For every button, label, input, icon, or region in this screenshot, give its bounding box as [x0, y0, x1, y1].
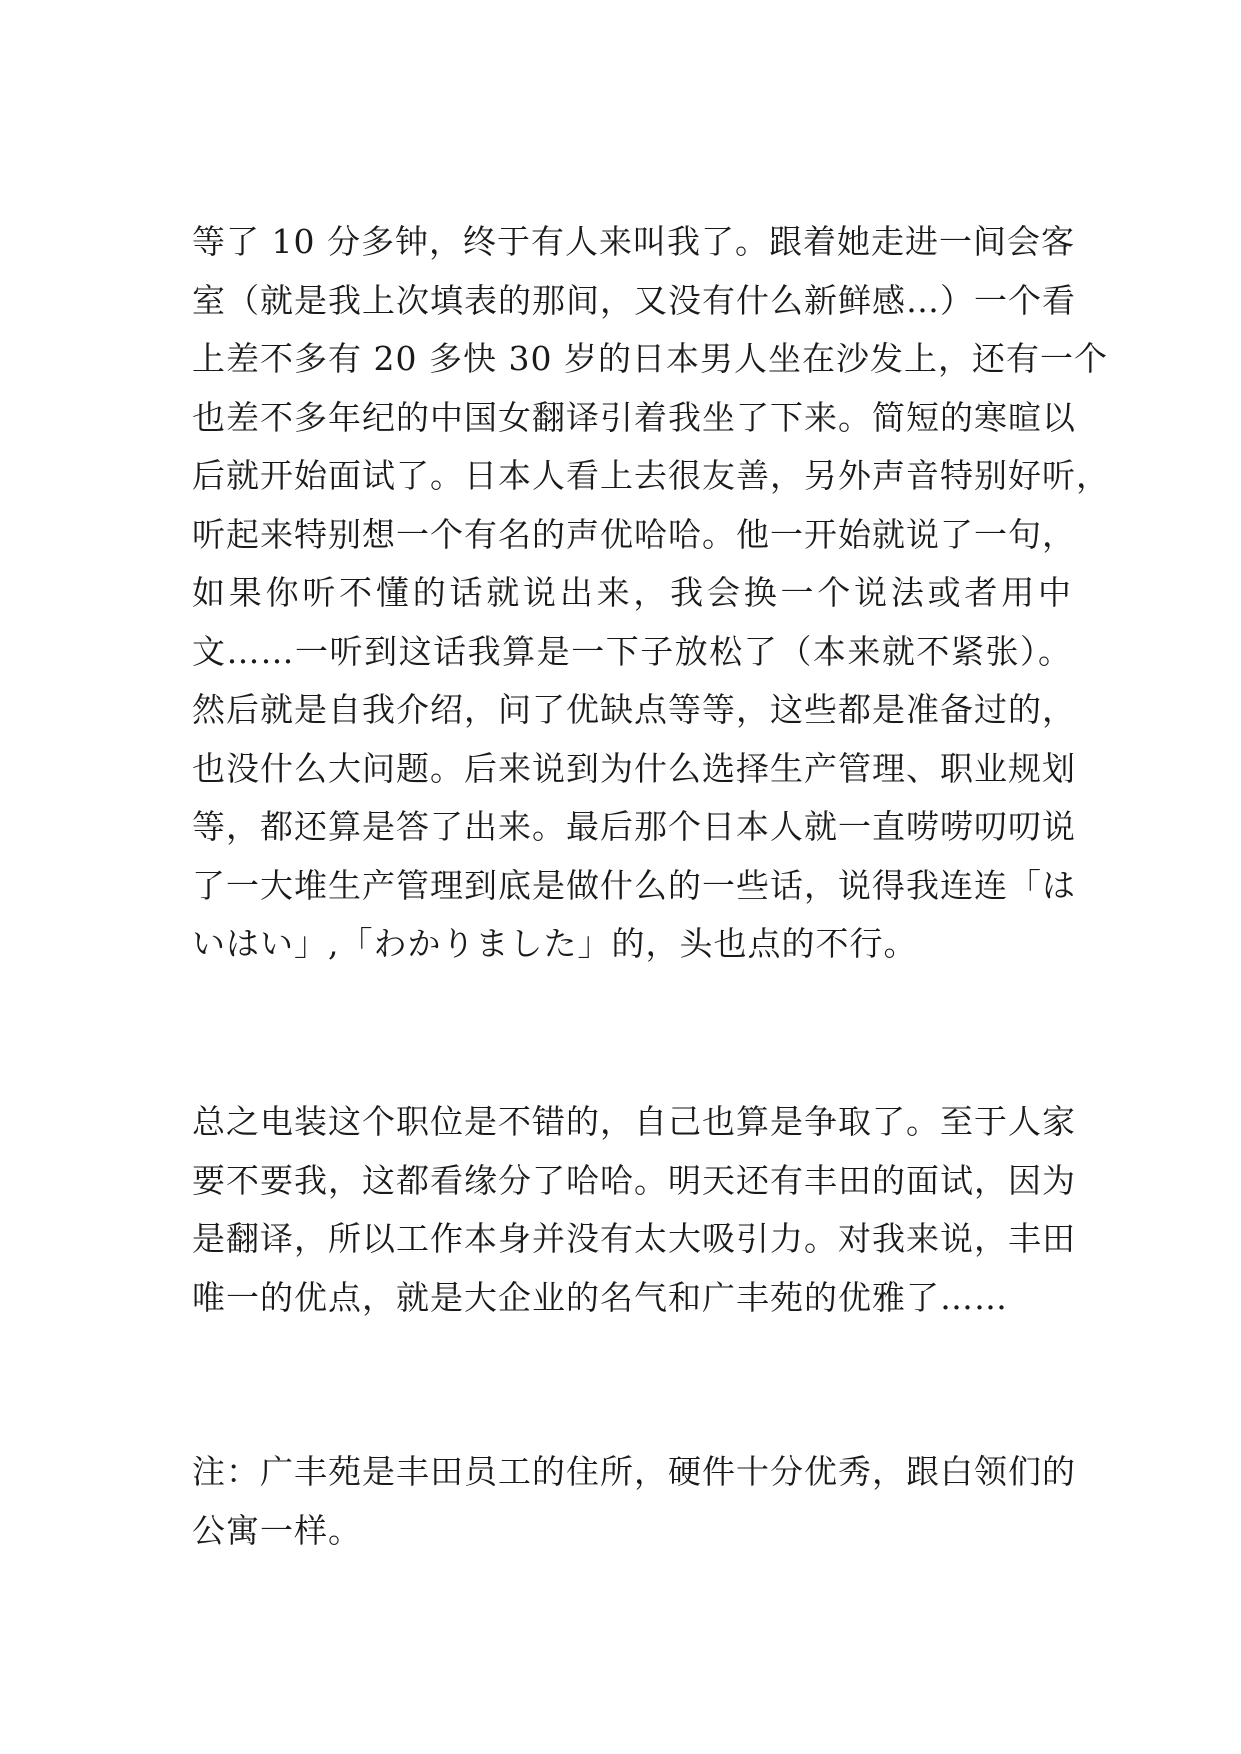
text-line: 总之电装这个职位是不错的，自己也算是争取了。至于人家: [192, 1102, 1076, 1141]
paragraph-note: [192, 1443, 1076, 1560]
text-line: 然后就是自我介绍，问了优缺点等等，这些都是准备过的，: [192, 690, 1076, 729]
text-line: 是翻译，所以工作本身并没有太大吸引力。对我来说，丰田: [192, 1219, 1076, 1258]
text-line: 也差不多年纪的中国女翻译引着我坐了下来。简短的寒暄以: [192, 397, 1076, 437]
text-line: いはい」,「わかりました」的，头也点的不行。: [192, 924, 918, 963]
paragraph-summary: [192, 1093, 1076, 1327]
text-line: 等，都还算是答了出来。最后那个日本人就一直唠唠叨叨说: [192, 807, 1076, 846]
text-line: 注：广丰苑是丰田员工的住所，硬件十分优秀，跟白领们的: [192, 1452, 1076, 1491]
text-line: 文……一听到这话我算是一下子放松了（本来就不紧张）。: [192, 631, 1072, 671]
text-line: 听起来特别想一个有名的声优哈哈。他一开始就说了一句，: [192, 514, 1076, 554]
text-line: 上差不多有 20 多快 30 岁的日本男人坐在沙发上，还有一个: [192, 339, 1108, 378]
text-line: 公寓一样。: [192, 1510, 362, 1550]
text-line: 也没什么大问题。后来说到为什么选择生产管理、职业规划: [192, 748, 1076, 788]
text-line: 后就开始面试了。日本人看上去很友善，另外声音特别好听，: [192, 456, 1110, 495]
text-line: 要不要我，这都看缘分了哈哈。明天还有丰田的面试，因为: [192, 1160, 1076, 1200]
text-line: 等了 10 分多钟，终于有人来叫我了。跟着她走进一间会客: [192, 222, 1075, 261]
text-line: 了一大堆生产管理到底是做什么的一些话，说得我连连「は: [192, 865, 1076, 905]
text-line: 如果你听不懂的话就说出来，我会换一个说法或者用中: [192, 573, 1072, 612]
paragraph-interview: [192, 213, 1110, 974]
text-line: 唯一的优点，就是大企业的名气和广丰苑的优雅了……: [192, 1277, 1008, 1317]
text-line: 室（就是我上次填表的那间，又没有什么新鲜感…）一个看: [192, 280, 1076, 320]
